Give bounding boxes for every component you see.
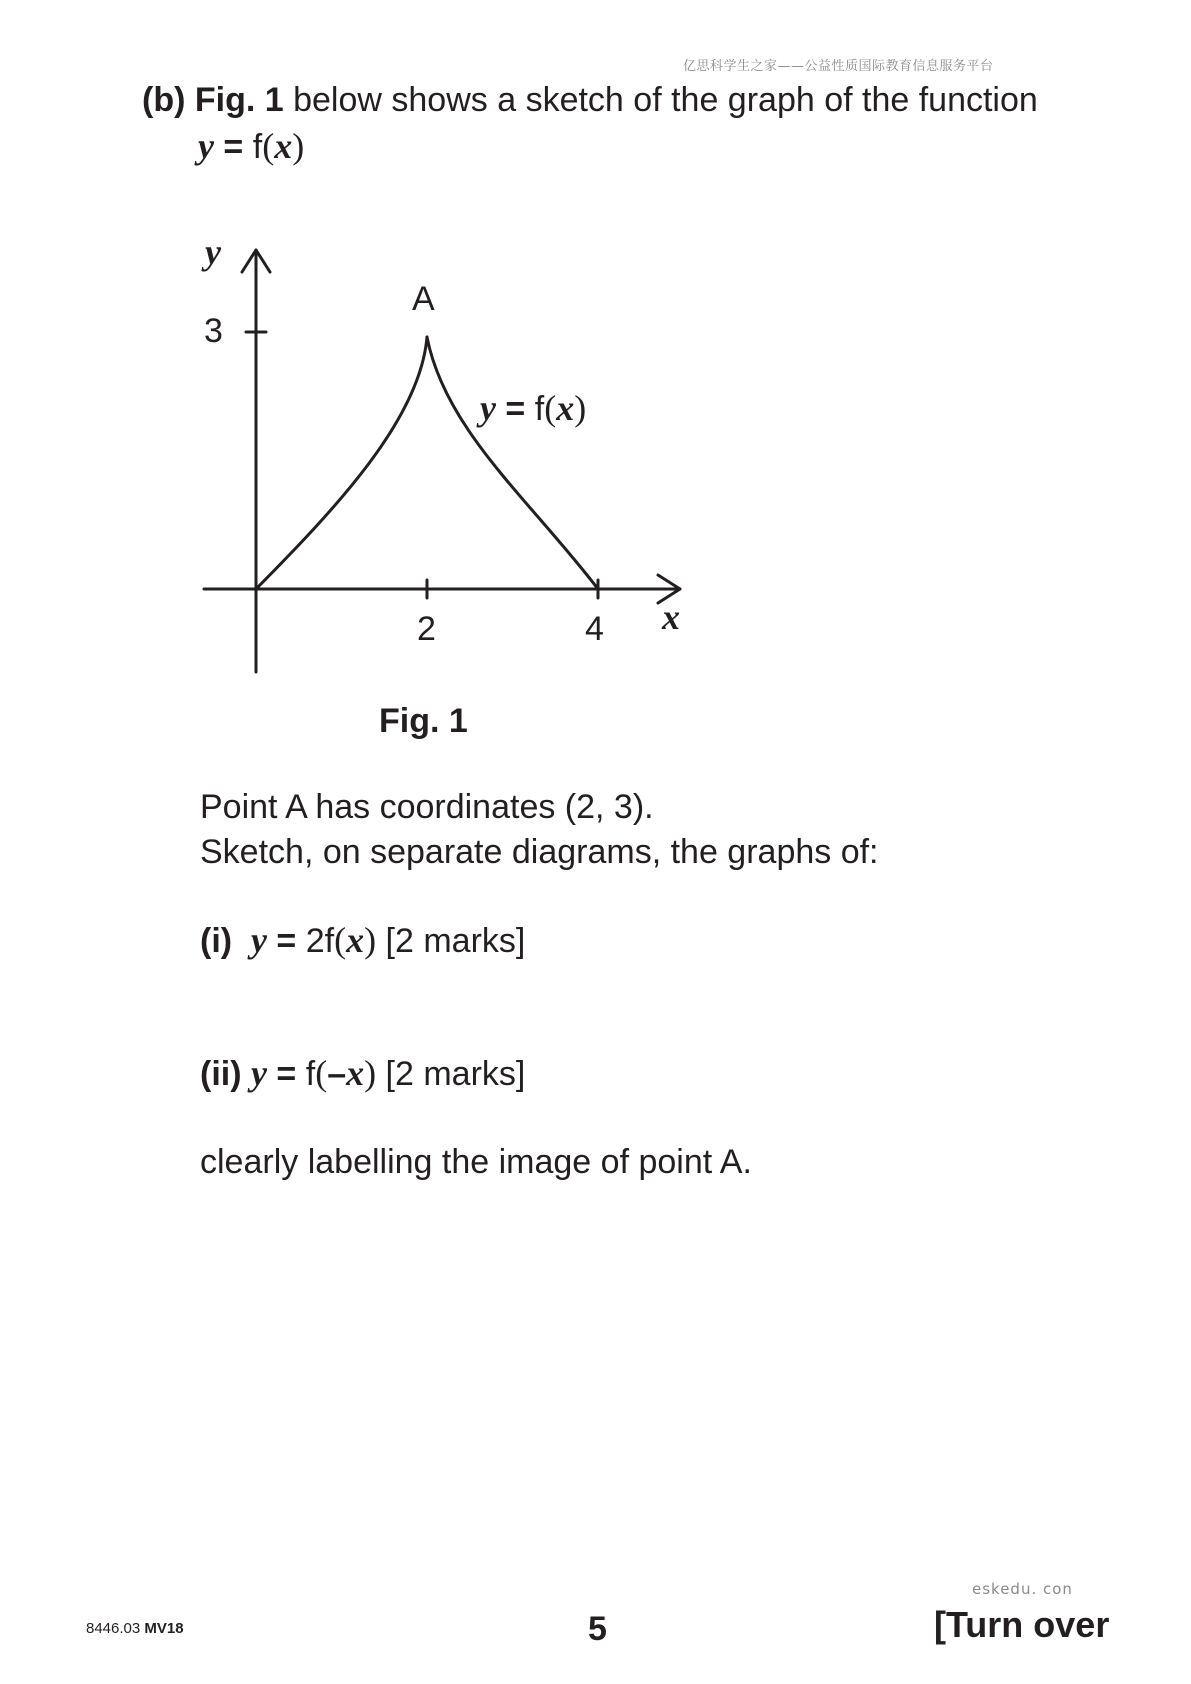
part-ii-minus: – [327, 1055, 347, 1093]
part-ii-close: ) [364, 1053, 377, 1093]
part-i [200, 920, 525, 961]
watermark-top: 亿思科学生之家——公益性质国际教育信息服务平台 [683, 59, 994, 74]
part-ii-marks: [2 marks] [376, 1055, 526, 1093]
part-label: (b) [142, 81, 186, 119]
x-tick-label-4: 4 [585, 610, 604, 648]
curve-label-close: ) [574, 388, 587, 428]
part-ii-eq: = [266, 1055, 306, 1093]
part-ii-label: (ii) [200, 1055, 242, 1093]
part-i-label: (i) [200, 922, 233, 960]
figure-1-graph [0, 0, 1191, 760]
var-x: x [274, 126, 293, 166]
watermark-bottom: eskedu. con [972, 1580, 1073, 1598]
sketch-instruction-text: Sketch, on separate diagrams, the graphs of: [200, 833, 879, 871]
equals: = [213, 128, 253, 166]
part-i-close: ) [364, 920, 377, 960]
x-axis-label: x [662, 597, 680, 637]
part-ii-pre: f [305, 1055, 316, 1093]
curve-label-open: ( [544, 388, 557, 428]
curve-label [476, 388, 586, 428]
curve-right-branch [427, 337, 598, 589]
paper-code-series: MV18 [144, 1620, 184, 1637]
x-tick-label-2: 2 [417, 610, 436, 648]
curve-label-f: f [534, 390, 545, 428]
figure-caption: Fig. 1 [379, 702, 468, 740]
part-i-open: ( [334, 920, 347, 960]
part-i-marks: [2 marks] [376, 922, 526, 960]
point-a-label: A [412, 280, 435, 318]
fig-reference: Fig. 1 [194, 81, 284, 119]
part-ii [200, 1053, 525, 1094]
turn-over-label: [Turn over [934, 1604, 1110, 1645]
part-ii-y: y [251, 1053, 267, 1093]
func-f: f [252, 128, 263, 166]
paren-close: ) [292, 126, 305, 166]
intro-text: below shows a sketch of the graph of the function [283, 81, 1038, 119]
part-i-x: x [346, 920, 365, 960]
y-tick-label-3: 3 [204, 312, 223, 350]
paren-open: ( [262, 126, 275, 166]
part-ii-open: ( [315, 1053, 328, 1093]
paper-code [86, 1620, 184, 1637]
page-number: 5 [588, 1610, 607, 1648]
y-axis-label: y [205, 232, 221, 272]
curve-label-x: x [556, 388, 575, 428]
part-ii-x: x [346, 1053, 365, 1093]
curve-left-branch [256, 337, 427, 589]
part-i-y: y [251, 920, 267, 960]
var-y: y [198, 126, 214, 166]
part-i-eq: = [266, 922, 306, 960]
curve-label-eq: = [495, 390, 535, 428]
paper-code-number: 8446.03 [86, 1620, 141, 1637]
part-i-pre: 2f [305, 922, 335, 960]
curve-label-y: y [480, 388, 496, 428]
point-a-coordinates-text: Point A has coordinates (2, 3). [200, 788, 654, 826]
closing-instruction: clearly labelling the image of point A. [200, 1143, 752, 1181]
